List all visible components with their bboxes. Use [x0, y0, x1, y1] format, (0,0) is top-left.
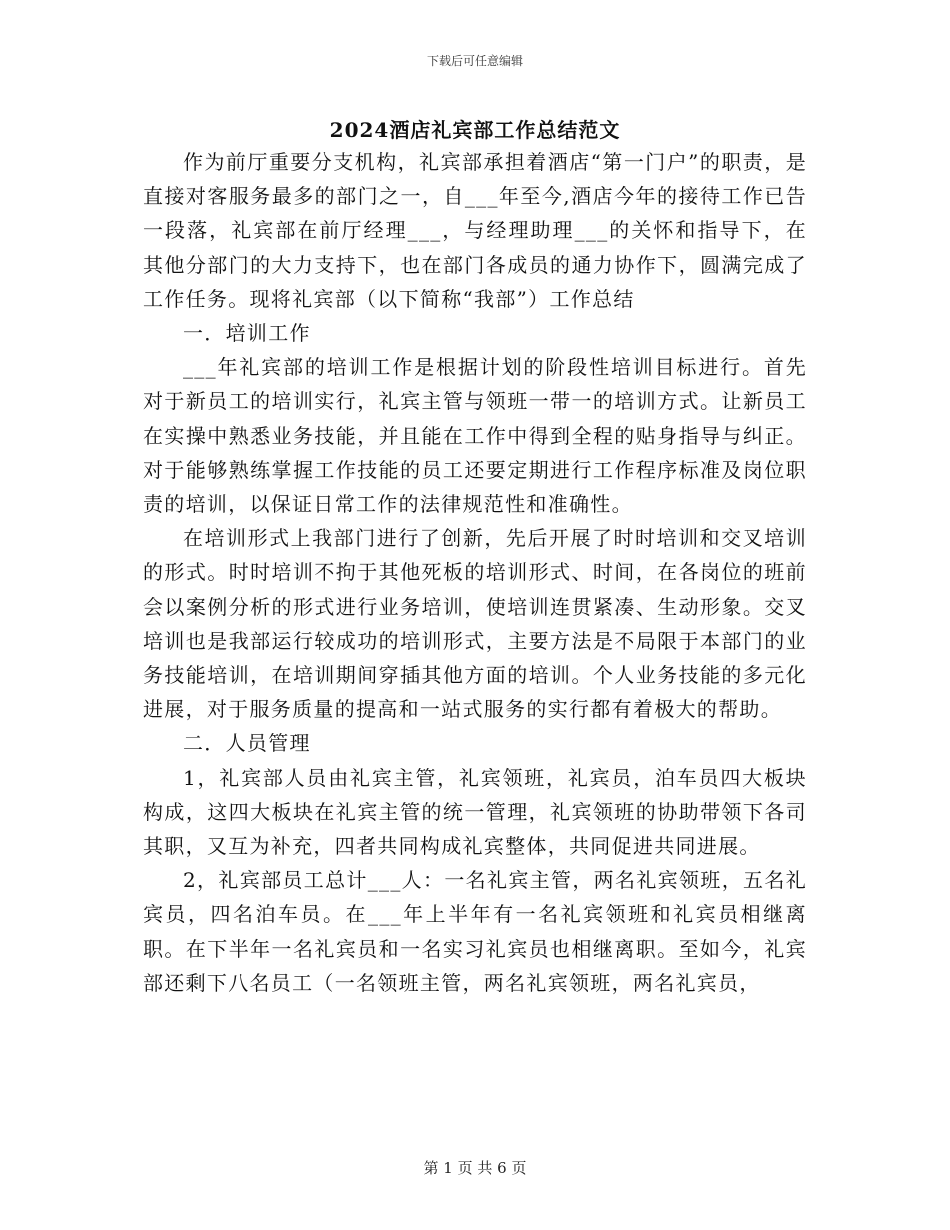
page-number-footer: 第 1 页 共 6 页: [423, 1159, 527, 1177]
training-paragraph-2: 在培训形式上我部门进行了创新，先后开展了时时培训和交叉培训的形式。时时培训不拘于其他死板的培训形式、时间，在各岗位的班前会以案例分析的形式进行业务培训，使培训连贯紧凑、生动形象。交叉培训也是我部运行较成功的培训形式，主要方法是不局限于本部门的业务技能培训，在培训期间穿插其他方面的培训。个人业务技能的多元化进展，对于服务质量的提高和一站式服务的实行都有着极大的帮助。: [143, 526, 807, 722]
document-title: 2024酒店礼宾部工作总结范文: [329, 118, 621, 142]
page-header-note: 下载后可任意编辑: [426, 54, 523, 68]
intro-paragraph: 作为前厅重要分支机构，礼宾部承担着酒店“第一门户”的职责，是直接对客服务最多的部门之一，自___年至今,酒店今年的接待工作已告一段落，礼宾部在前厅经理___，与经理助理___的关怀和指导下，在其他分部门的大力支持下，也在部门各成员的通力协作下，圆满完成了工作任务。现将礼宾部（以下简称“我部”）工作总结: [143, 150, 807, 311]
document-body: [143, 145, 807, 1000]
staff-paragraph-1: 1，礼宾部人员由礼宾主管，礼宾领班，礼宾员，泊车员四大板块构成，这四大板块在礼宾主管的统一管理，礼宾领班的协助带领下各司其职，又互为补充，四者共同构成礼宾整体，共同促进共同进展。: [143, 765, 807, 859]
training-paragraph-1: ___年礼宾部的培训工作是根据计划的阶段性培训目标进行。首先对于新员工的培训实行，礼宾主管与领班一带一的培训方式。让新员工在实操中熟悉业务技能，并且能在工作中得到全程的贴身指导与纠正。对于能够熟练掌握工作技能的员工还要定期进行工作程序标准及岗位职责的培训，以保证日常工作的法律规范性和准确性。: [143, 355, 807, 517]
section-heading-staff-management: 二．人员管理: [183, 731, 311, 756]
staff-paragraph-2: 2，礼宾部员工总计___人：一名礼宾主管，两名礼宾领班，五名礼宾员，四名泊车员。在___年上半年有一名礼宾领班和礼宾员相继离职。在下半年一名礼宾员和一名实习礼宾员也相继离职。至如今，礼宾部还剩下八名员工（一名领班主管，两名礼宾领班，两名礼宾员，: [143, 868, 807, 995]
section-heading-training: 一．培训工作: [183, 321, 311, 346]
